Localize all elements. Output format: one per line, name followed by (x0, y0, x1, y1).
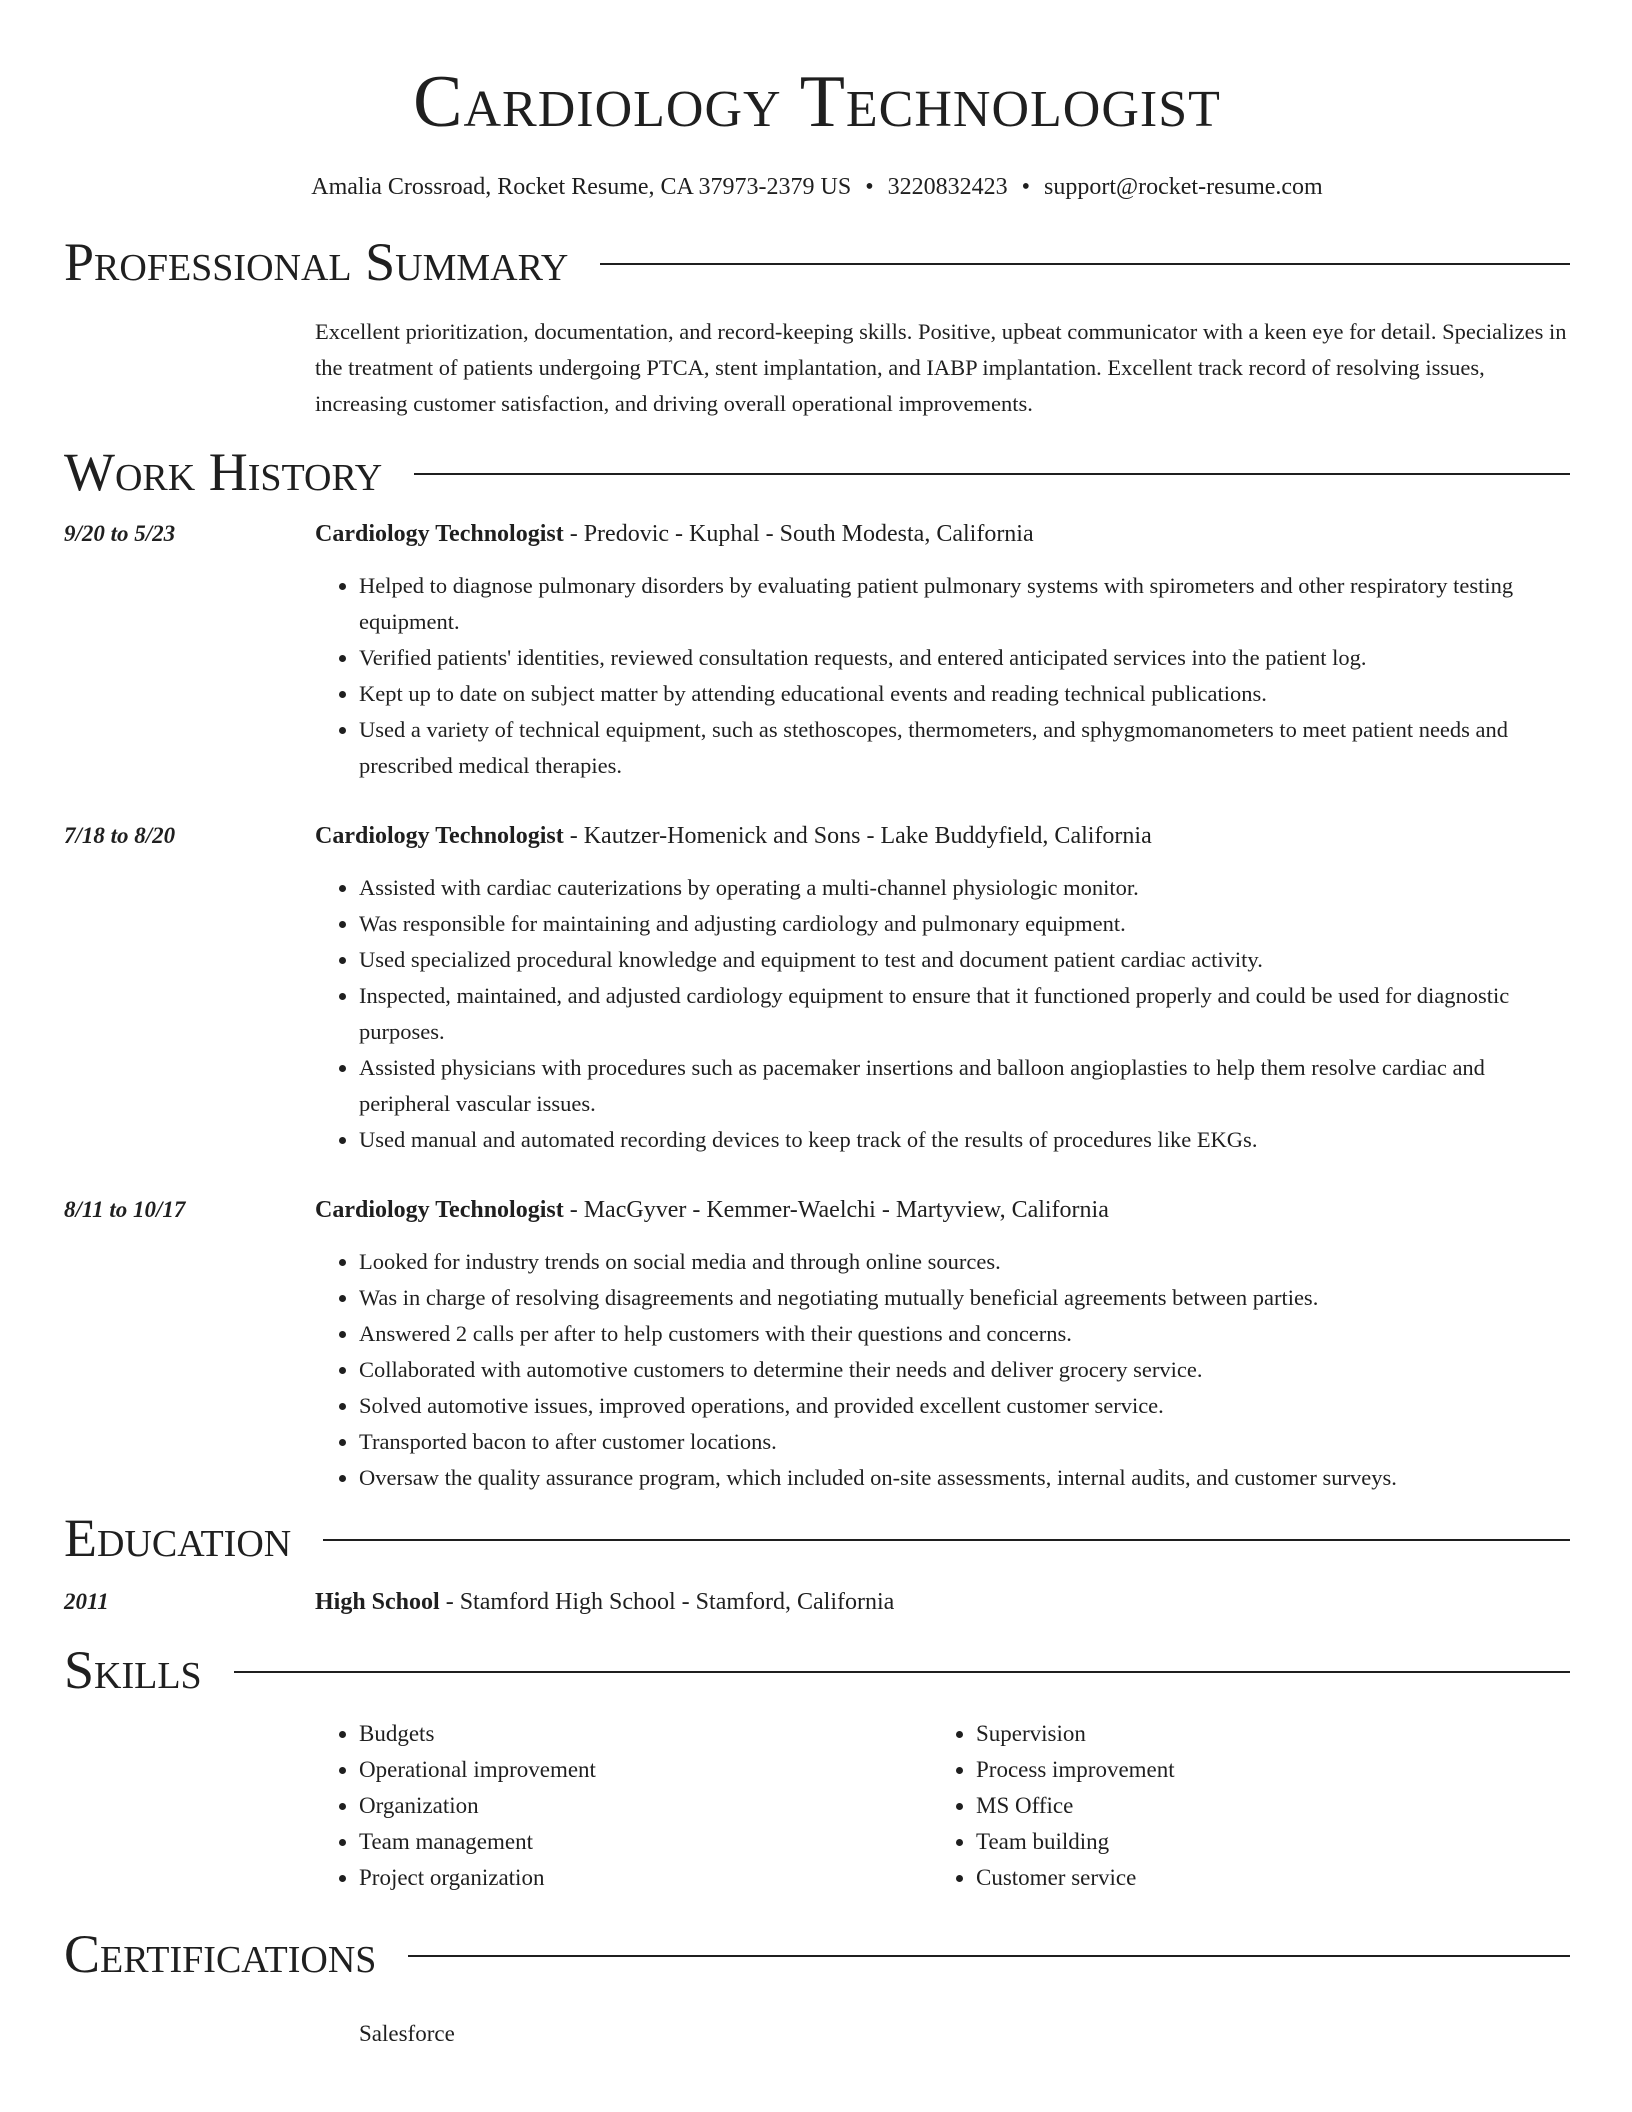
contact-separator: • (1021, 174, 1031, 200)
section-title-skills (64, 1640, 1570, 1700)
list-item: • Transported bacon to after customer locations. (359, 1424, 1570, 1460)
list-item: • Solved automotive issues, improved operations, and provided excellent customer service. (359, 1388, 1570, 1424)
list-item: • Used specialized procedural knowledge and equipment to test and document patient cardiac activity. (359, 942, 1570, 978)
section-title-education (64, 1508, 1570, 1568)
job-details: - Kautzer-Homenick and Sons - Lake Buddyfield, California (563, 823, 1152, 849)
contact-line (64, 172, 1570, 202)
job-title: Cardiology Technologist (315, 1197, 564, 1223)
skill-item: • Budgets (359, 1716, 932, 1752)
section-rule (600, 263, 1570, 265)
section-title-certifications (64, 1924, 1570, 1984)
job-heading (315, 516, 1034, 552)
list-item: • Was responsible for maintaining and adjusting cardiology and pulmonary equipment. (359, 906, 1570, 942)
skill-item: • Team building (976, 1824, 1536, 1860)
list-item: • Assisted with cardiac cauterizations by operating a multi-channel physiologic monitor. (359, 870, 1570, 906)
list-item: • Looked for industry trends on social media and through online sources. (359, 1244, 1570, 1280)
job-heading (315, 818, 1152, 854)
section-title-work (64, 442, 1570, 502)
education-degree: High School (315, 1589, 440, 1615)
list-item: • Assisted physicians with procedures such as pacemaker insertions and balloon angioplasties to help them resolve cardiac and peripheral vascular issues. (359, 1050, 1570, 1122)
job-title: Cardiology Technologist (315, 823, 564, 849)
job-entry (64, 818, 1570, 1158)
job-details: - Predovic - Kuphal - South Modesta, California (563, 521, 1034, 547)
skill-item: • MS Office (976, 1788, 1536, 1824)
job-title: Cardiology Technologist (315, 521, 564, 547)
job-dates: 9/20 to 5/23 (64, 521, 176, 546)
skill-item: • Supervision (976, 1716, 1536, 1752)
job-details: - MacGyver - Kemmer-Waelchi - Martyview, California (563, 1197, 1109, 1223)
education-year: 2011 (64, 1589, 109, 1614)
resume-page (64, 0, 1570, 2052)
certification-item: Salesforce (359, 2021, 455, 2046)
list-item: • Verified patients' identities, reviewed consultation requests, and entered anticipated services into the patient log. (359, 640, 1570, 676)
skill-item: • Operational improvement (359, 1752, 932, 1788)
contact-email: support@rocket-resume.com (1044, 174, 1323, 200)
list-item: • Used a variety of technical equipment, such as stethoscopes, thermometers, and sphygmomanometers to meet patient needs and prescribed medical therapies. (359, 712, 1570, 784)
list-item: • Used manual and automated recording devices to keep track of the results of procedures like EKGs. (359, 1122, 1570, 1158)
job-dates: 7/18 to 8/20 (64, 823, 176, 848)
skills-column-left (315, 1716, 932, 1896)
list-item: • Oversaw the quality assurance program, which included on-site assessments, internal audits, and customer surveys. (359, 1460, 1570, 1496)
job-bullets (315, 870, 1570, 1158)
skill-item: • Project organization (359, 1860, 932, 1896)
skills-column-right (932, 1716, 1536, 1896)
section-title-text: Work History (64, 442, 383, 502)
skills-list (315, 1716, 1570, 1896)
contact-separator: • (865, 174, 874, 200)
job-entry (64, 516, 1570, 784)
job-bullets (315, 1244, 1570, 1496)
job-dates: 8/11 to 10/17 (64, 1197, 186, 1222)
certifications-list (315, 2016, 1570, 2052)
job-heading (315, 1192, 1109, 1228)
skill-item: • Organization (359, 1788, 932, 1824)
education-heading (315, 1584, 894, 1620)
section-rule (414, 473, 1570, 475)
summary-text: Excellent prioritization, documentation, and record-keeping skills. Positive, upbeat communicator with a keen eye for detail. Specializes in the treatment of patients undergoing PTCA, stent implantation, and IABP implantation. Excellent track record of resolving issues, increasing customer satisfaction, and driving overall operational improvements. (315, 319, 1567, 416)
job-entry (64, 1192, 1570, 1496)
section-title-text: Education (64, 1508, 292, 1568)
list-item: • Helped to diagnose pulmonary disorders by evaluating patient pulmonary systems with spirometers and other respiratory testing equipment. (359, 568, 1570, 640)
section-title-text: Skills (64, 1640, 202, 1700)
section-rule (408, 1955, 1570, 1957)
list-item: • Answered 2 calls per after to help customers with their questions and concerns. (359, 1316, 1570, 1352)
resume-name: Cardiology Technologist (413, 61, 1221, 143)
education-details: - Stamford High School - Stamford, California (439, 1589, 895, 1615)
list-item: • Was in charge of resolving disagreements and negotiating mutually beneficial agreements between parties. (359, 1280, 1570, 1316)
contact-address: Amalia Crossroad, Rocket Resume, CA 37973-2379 US (311, 174, 852, 200)
section-title-text: Professional Summary (64, 232, 569, 292)
skill-item: • Customer service (976, 1860, 1536, 1896)
education-entry (64, 1584, 1570, 1620)
list-item: • Inspected, maintained, and adjusted cardiology equipment to ensure that it functioned properly and could be used for diagnostic purposes. (359, 978, 1570, 1050)
section-rule (234, 1671, 1570, 1673)
list-item: • Collaborated with automotive customers to determine their needs and deliver grocery service. (359, 1352, 1570, 1388)
list-item: • Kept up to date on subject matter by attending educational events and reading technical publications. (359, 676, 1570, 712)
section-title-summary (64, 232, 1570, 292)
section-rule (323, 1539, 1570, 1541)
skill-item: • Team management (359, 1824, 932, 1860)
job-bullets (315, 568, 1570, 784)
section-title-text: Certifications (64, 1924, 377, 1984)
contact-phone: 3220832423 (887, 174, 1008, 200)
skill-item: • Process improvement (976, 1752, 1536, 1788)
